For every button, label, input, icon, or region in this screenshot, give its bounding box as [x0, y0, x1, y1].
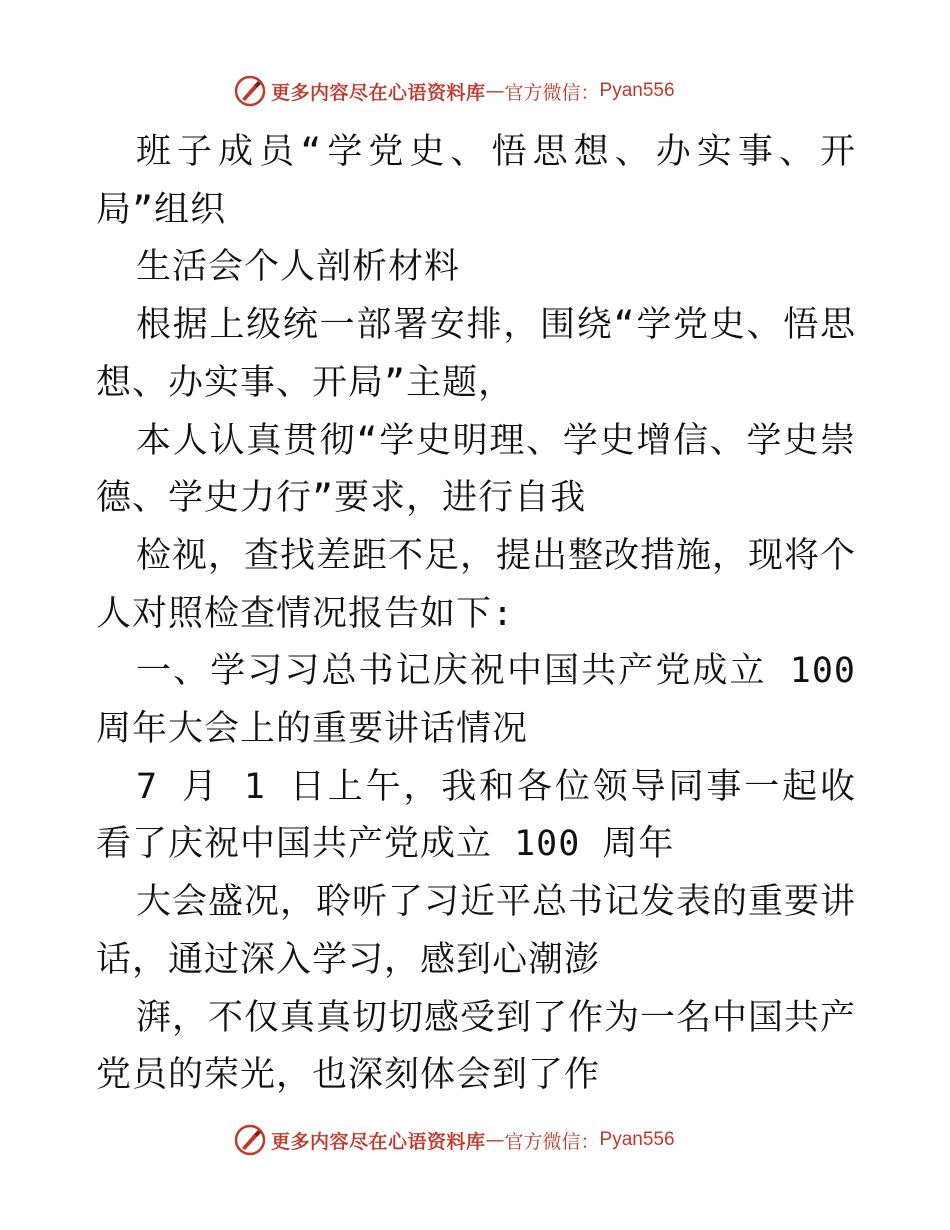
paragraph: 7 月 1 日上午，我和各位领导同事一起收看了庆祝中国共产党成立 100 周年 [96, 766, 856, 865]
watermark-dash: — [485, 1129, 505, 1151]
pen-circle-logo-icon [233, 74, 267, 108]
watermark-main-text: 更多内容尽在心语资料库 [271, 81, 486, 104]
paragraph: 根据上级统一部署安排，围绕“学党史、悟思想、办实事、开局”主题， [96, 305, 856, 403]
watermark-dash: — [485, 80, 505, 102]
pen-circle-logo-icon [233, 1123, 267, 1157]
watermark-official-label: 官方微信： [504, 1130, 600, 1153]
watermark-wechat-id: Pyan556 [599, 80, 675, 101]
paragraph: 检视，查找差距不足，提出整改措施，现将个人对照检查情况报告如下: [96, 535, 857, 634]
paragraph: 一、学习习总书记庆祝中国共产党成立 100 周年大会上的重要讲话情况 [96, 651, 856, 750]
paragraph: 班子成员“学党史、悟思想、办实事、开局”组织 [96, 132, 856, 230]
watermark-official-label: 官方微信： [504, 81, 600, 104]
document-body [96, 124, 856, 1105]
paragraph: 大会盛况，聆听了习近平总书记发表的重要讲话，通过深入学习，感到心潮澎 [96, 882, 857, 980]
paragraph: 湃，不仅真真切切感受到了作为一名中国共产党员的荣光，也深刻体会到了作 [96, 997, 857, 1096]
watermark-main-text: 更多内容尽在心语资料库 [271, 1130, 486, 1153]
paragraph: 本人认真贯彻“学史明理、学史增信、学史崇德、学史力行”要求，进行自我 [96, 420, 856, 519]
header-watermark [233, 71, 713, 111]
watermark-wechat-id: Pyan556 [599, 1129, 675, 1150]
paragraph: 生活会个人剖析材料 [136, 247, 461, 288]
footer-watermark [233, 1120, 713, 1160]
